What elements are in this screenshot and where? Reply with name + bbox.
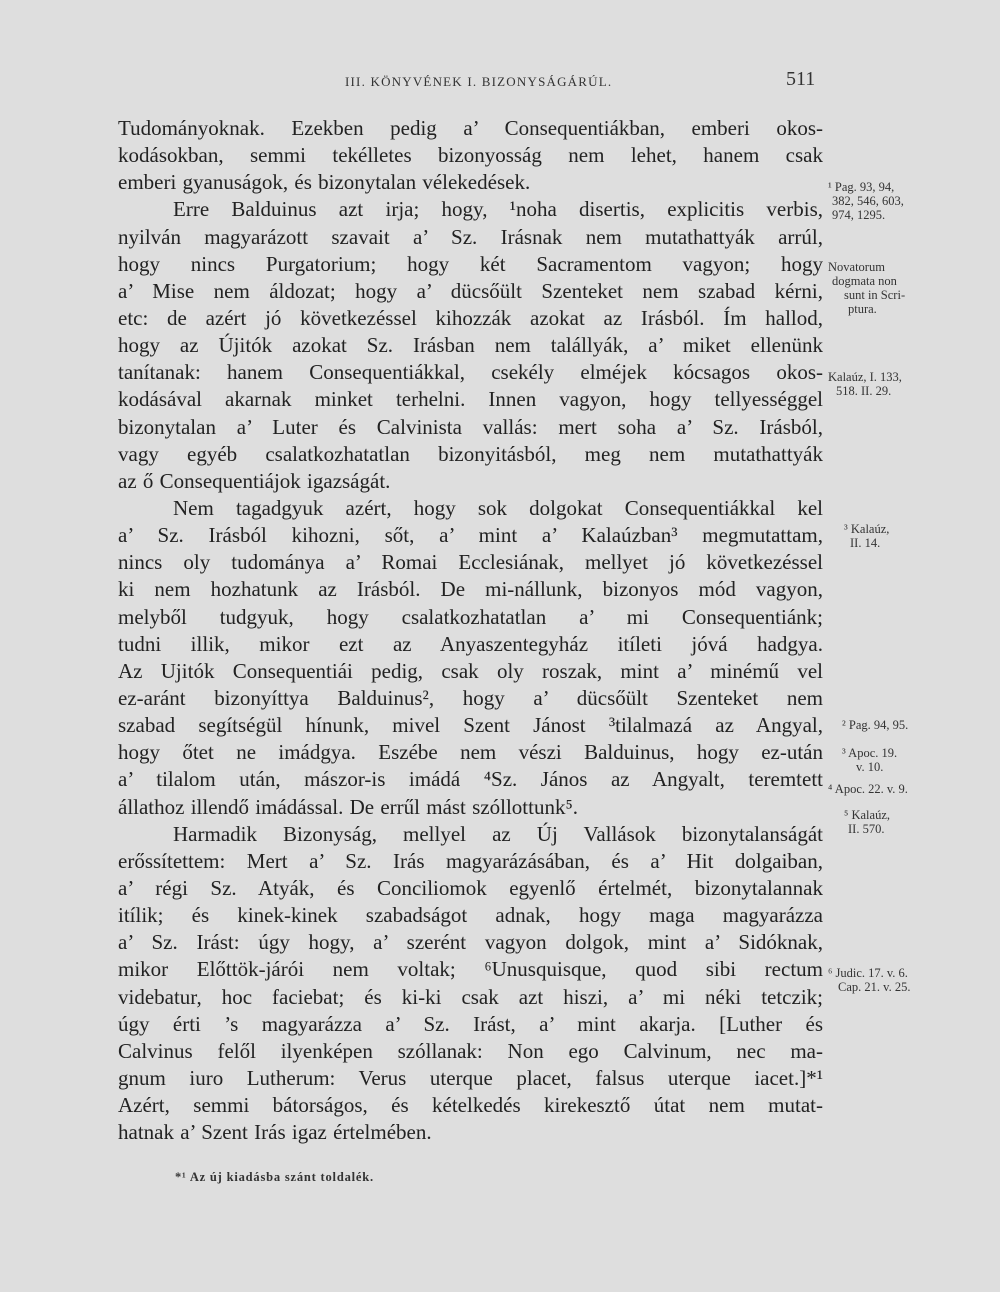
margin-note: ³ Apoc. 19. v. 10. <box>842 746 898 774</box>
margin-note: ⁶ Judic. 17. v. 6. Cap. 21. v. 25. <box>828 966 911 994</box>
text-line: Nem tagadgyuk azért, hogy sok dolgokat Consequentiákkal kel <box>173 495 823 520</box>
text-line: ez-aránt bizonyíttya Balduinus², hogy a’ dücsőült Szenteket nem <box>118 685 823 710</box>
footnote: *¹ Az új kiadásba szánt toldalék. <box>175 1170 374 1184</box>
page-number: 511 <box>786 68 816 90</box>
margin-note: ³ Kalaúz, II. 14. <box>844 522 890 550</box>
text-line: Erre Balduinus azt irja; hogy, ¹noha disertis, explicitis verbis, <box>173 197 823 222</box>
text-line: hogy az Újitók azokat Sz. Irásban nem talállyák, a’ miket ellenünk <box>118 333 823 358</box>
text-line: a’ Sz. Irásból kihozni, sőt, a’ mint a’ Kalaúzban³ megmutattam, <box>118 523 823 548</box>
text-line: emberi gyanuságok, és bizonytalan vélekedések. <box>118 170 531 195</box>
text-line: Tudományoknak. Ezekben pedig a’ Consequentiákban, emberi okos- <box>118 116 823 140</box>
text-line: a’ Sz. Irást: úgy hogy, a’ szerént vagyon dolgok, mint a’ Sidóknak, <box>118 930 823 955</box>
text-line: Az Ujitók Consequentiái pedig, csak oly roszak, mint a’ minémű vel <box>118 658 823 683</box>
text-line: az ő Consequentiájok igazságát. <box>118 468 391 493</box>
text-line: a’ Mise nem áldozat; hogy a’ dücsőült Szenteket nem szabad kérni, <box>118 278 823 303</box>
text-line: melyből tudgyuk, hogy csalatkozhatatlan a’ mi Consequentiánk; <box>118 604 823 629</box>
text-line: etc: de azért jó következéssel kihozzák azokat az Irásból. Ím hallod, <box>118 305 823 330</box>
text-line: nincs oly tudománya a’ Romai Ecclesiának, mellyet jó következéssel <box>118 550 823 575</box>
text-line: tanítanak: hanem Consequentiákkal, csekély elméjek kócsagos okos- <box>118 360 823 385</box>
text-line: mikor Előttök-járói nem voltak; ⁶Unusquisque, quod sibi rectum <box>118 957 823 982</box>
running-head: III. KÖNYVÉNEK I. BIZONYSÁGÁRÚL. <box>345 74 613 89</box>
text-line: a’ régi Sz. Atyák, és Conciliomok egyenlő értelmét, bizonytalannak <box>118 875 823 900</box>
text-line: bizonytalan a’ Luter és Calvinista vallás: mert soha a’ Sz. Irásból, <box>118 414 823 439</box>
text-line: állathoz illendő imádással. De errűl mást szóllottunk⁵. <box>118 794 579 819</box>
text-line: Harmadik Bizonyság, mellyel az Új Vallások bizonytalanságát <box>173 821 823 846</box>
text-line: vagy egyéb csalatkozhatatlan bizonyitásból, meg nem mutathattyák <box>118 441 823 466</box>
text-line: tudni illik, mikor ezt az Anyaszentegyház itíleti jóvá hadgya. <box>118 631 823 656</box>
margin-note: ⁴ Apoc. 22. v. 9. <box>828 782 908 796</box>
body-text <box>118 115 823 1146</box>
text-line: itílik; és kinek-kinek szabadságot adnak, hogy maga magyarázza <box>118 903 823 928</box>
text-line: a’ tilalom után, mászor-is imádá ⁴Sz. János az Angyalt, teremtett <box>118 767 823 792</box>
text-line: nyilván magyarázott szavait a’ Sz. Irásnak nem mutathattyák arrúl, <box>118 224 823 249</box>
text-line: kodásokban, semmi tekélletes bizonyosság nem lehet, hanem csak <box>118 143 823 168</box>
text-line: gnum iuro Lutherum: Verus uterque placet, falsus uterque iacet.]*¹ <box>118 1065 823 1090</box>
text-line: videbatur, hoc faciebat; és ki-ki csak azt hiszi, a’ mi néki tetczik; <box>118 984 823 1009</box>
text-line: úgy érti ’s magyarázza a’ Sz. Irást, a’ mint akarja. [Luther és <box>118 1011 823 1036</box>
text-line: ki nem hozhatunk az Irásból. De mi-nállunk, bizonyos mód vagyon, <box>118 577 823 602</box>
margin-note: Novatorum dogmata non sunt in Scri- ptura. <box>828 260 906 316</box>
text-line: szabad segítségül hínunk, mivel Szent Jánost ³tilalmazá az Angyal, <box>118 713 823 738</box>
text-line: erőssítettem: Mert a’ Sz. Irás magyarázásában, és a’ Hit dolgaiban, <box>118 848 823 873</box>
text-line: kodásával akarnak minket terhelni. Innen vagyon, hogy tellyességgel <box>118 387 823 412</box>
text-line: Azért, semmi bátorságos, és kételkedés kirekesztő útat nem mutat- <box>118 1093 823 1118</box>
margin-note: ¹ Pag. 93, 94, 382, 546, 603, 974, 1295. <box>828 180 904 222</box>
margin-note: ⁵ Kalaúz, II. 570. <box>844 808 891 836</box>
text-line: Calvinus felől ilyenképen szóllanak: Non ego Calvinum, nec ma- <box>118 1038 823 1063</box>
margin-note: ² Pag. 94, 95. <box>842 718 909 732</box>
text-line: hogy őtet ne imádgya. Eszébe nem vészi Balduinus, hogy ez-után <box>118 740 823 765</box>
text-line: hatnak a’ Szent Irás igaz értelmében. <box>118 1120 432 1145</box>
margin-note: Kalaúz, I. 133, 518. II. 29. <box>828 370 902 398</box>
text-line: hogy nincs Purgatorium; hogy két Sacramentom vagyon; hogy <box>118 251 823 276</box>
